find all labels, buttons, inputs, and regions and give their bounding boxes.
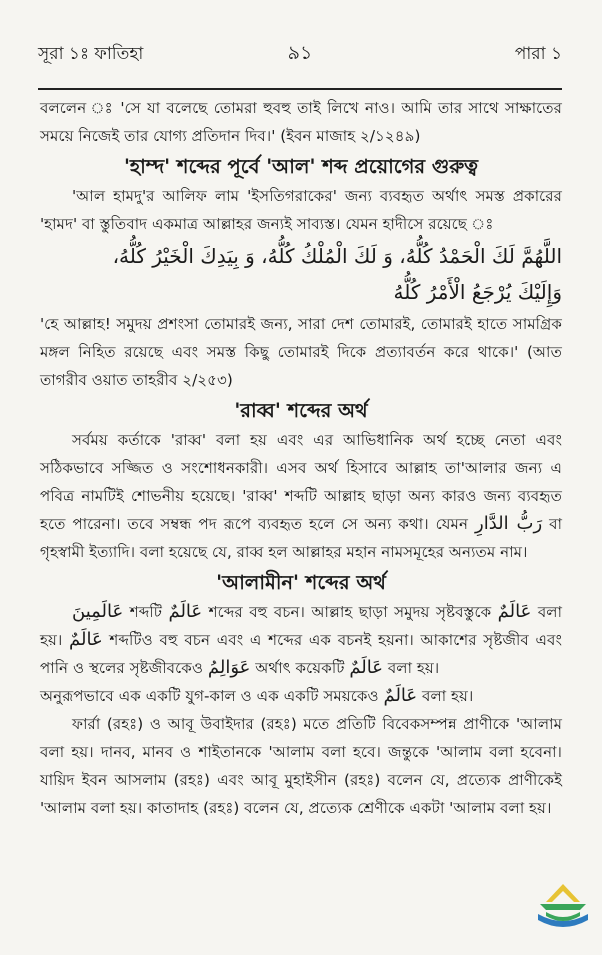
paragraph-2: 'আল হামদু'র আলিফ লাম 'ইসতিগরাকের' জন্য ব্যবহৃত অর্থাৎ সমস্ত প্রকারের 'হামদ' বা স্তুতিবাদ একমাত্র আল্লাহর জন্যই সাব্যস্ত। যেমন হাদীসে রয়েছে ঃ bbox=[40, 187, 562, 233]
arabic-hadith-line-1: اللَّهُمَّ لَكَ الْحَمْدُ كُلُّهُ، وَ لَكَ الْمُلْكُ كُلُّهُ، وَ بِيَدِكَ الْخَيْرُ كُلُّهُ، bbox=[112, 244, 562, 268]
surah-label: সূরা ১ঃ ফাতিহা bbox=[38, 44, 144, 64]
paragraph-4-text-a: সর্বময় কর্তাকে 'রাব্ব' বলা হয় এবং এর আভিধানিক অর্থ হচ্ছে নেতা এবং সঠিকভাবে সজ্জিত ও সংশোধনকারী। এসব অর্থ হিসাবে আল্লাহ তা'আলার জন্য এ পবিত্র নামটিই শোভনীয় হয়েছে। 'রাব্ব' শব্দটি আল্লাহ ছাড়া অন্য কারও জন্য ব্যবহৃত হতে পারেনা। তবে সম্বন্ধ পদ রূপে ব্যবহৃত হলে সে অন্য কথা। যেমন bbox=[40, 431, 562, 533]
p5-text-f: বলা হয়। bbox=[387, 659, 440, 677]
arabic-alamin: عَالَمِينَ bbox=[72, 601, 124, 622]
page-number: ৯১ bbox=[287, 42, 313, 64]
paragraph-1: বললেন ঃ 'সে যা বলেছে তোমরা হুবহু তাই লিখে নাও। আমি তার সাথে সাক্ষাতের সময়ে নিজেই তার যোগ্য প্রতিদান দিব।' (ইবন মাজাহ ২/১২৪৯) bbox=[40, 99, 562, 145]
p5-text-a: শব্দটি bbox=[129, 603, 162, 621]
page-content bbox=[40, 94, 562, 822]
paragraph-7: ফার্রা (রহঃ) ও আবূ উবাইদার (রহঃ) মতে প্রতিটি বিবেকসম্পন্ন প্রাণীকে 'আলাম বলা হয়। দানব, মানব ও শাইতানকে 'আলাম বলা হবে। জন্তুকে 'আলাম বলা হবেনা। যায়িদ ইবন আসলাম (রহঃ) এবং আবূ মুহাইসীন (রহঃ) বলেন যে, প্রত্যেক প্রাণীকেই 'আলাম বলা হয়। কাতাদাহ (রহঃ) বলেন যে, প্রত্যেক শ্রেণীকে একটা 'আলাম বলা হয়। bbox=[40, 715, 562, 817]
arabic-rabb-ad-dar: رَبُّ الدَّارِ bbox=[475, 513, 543, 534]
arabic-alam-2: عَالَمٌ bbox=[497, 601, 532, 622]
arabic-alam-4: عَالَمٌ bbox=[349, 657, 384, 678]
arabic-awalim: عَوَالِمُ bbox=[207, 657, 251, 678]
p6-text-b: বলা হয়। bbox=[422, 687, 474, 705]
paragraph-4 bbox=[40, 426, 562, 566]
p5-text-b: শব্দের বহু বচন। আল্লাহ ছাড়া সমুদয় সৃষ্টবস্তুকে bbox=[208, 603, 492, 621]
paragraph-5 bbox=[40, 598, 562, 682]
arabic-alam-5: عَالَمٌ bbox=[383, 685, 418, 706]
heading-rabb: 'রাব্ব' শব্দের অর্থ bbox=[234, 399, 368, 422]
p5-text-c: বলা হয়। bbox=[40, 603, 563, 649]
p6-text-a: অনুরূপভাবে এক একটি যুগ-কাল ও এক একটি সময়কেও bbox=[40, 687, 379, 705]
arabic-alam-3: عَالَمٌ bbox=[69, 629, 103, 650]
p5-text-d: শব্দটিও বহু বচন এবং এ শব্দের এক বচনই হয়না। আকাশের সৃষ্টজীব এবং পানি ও স্থলের সৃষ্টজীবকেও bbox=[40, 631, 563, 677]
heading-hamd: 'হাম্দ' শব্দের পূর্বে 'আল' শব্দ প্রয়োগের গুরুত্ব bbox=[123, 155, 479, 178]
arabic-hadith-line-2: وَإِلَيْكَ يُرْجَعُ الْأَمْرُ كُلُّهُ bbox=[393, 280, 562, 304]
heading-alamin: 'আলামীন' শব্দের অর্থ bbox=[216, 571, 386, 594]
para-label: পারা ১ bbox=[514, 44, 562, 64]
page-header bbox=[38, 40, 562, 70]
arabic-alam-1: عَالَمٌ bbox=[168, 601, 203, 622]
p5-text-e: অর্থাৎ কয়েকটি bbox=[255, 659, 345, 677]
paragraph-4-text-b: বা গৃহস্বামী ইত্যাদি। বলা হয়েছে যে, রাব্ব হল আল্লাহর মহান নামসমূহের অন্যতম নাম। bbox=[40, 515, 562, 561]
publisher-logo-icon bbox=[532, 880, 594, 934]
paragraph-3: 'হে আল্লাহ! সমুদয় প্রশংসা তোমারই জন্য, সারা দেশ তোমারই, তোমারই হাতে সামগ্রিক মঙ্গল নিহিত রয়েছে এবং সমস্ত কিছু তোমারই দিকে প্রত্যাবর্তন করে থাকে।' (আত তাগরীব ওয়াত তাহরীব ২/২৫৩) bbox=[40, 315, 562, 389]
header-rule bbox=[38, 88, 562, 90]
paragraph-6 bbox=[40, 682, 562, 710]
